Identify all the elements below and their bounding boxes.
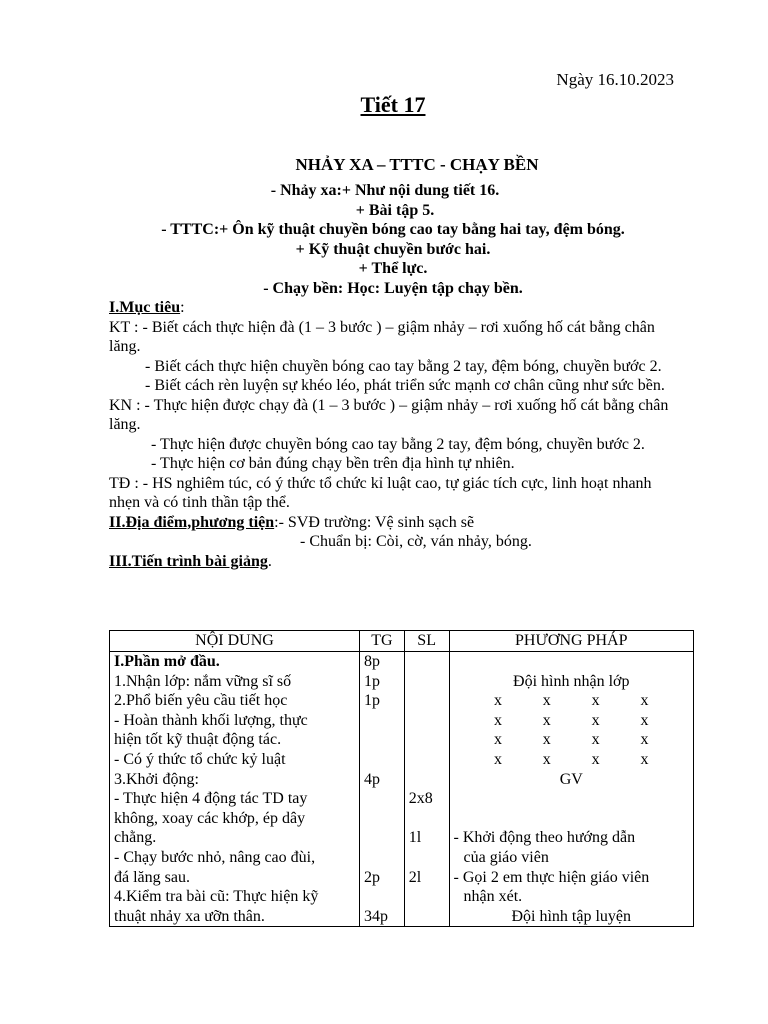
- time-value: [364, 750, 400, 770]
- warmup-instruction: của giáo viên: [463, 848, 549, 866]
- content-line: - Chạy bước nhỏ, nâng cao đùi,: [114, 848, 316, 866]
- objectives-section: [109, 298, 677, 571]
- header-reps: SL: [404, 631, 449, 652]
- teacher-position: GV: [559, 770, 583, 788]
- table-row: [110, 652, 694, 927]
- student-mark: x: [640, 731, 649, 749]
- content-line: hiện tốt kỹ thuật động tác.: [114, 731, 282, 749]
- content-line: 1.Nhận lớp: nắm vững sĩ số: [114, 672, 292, 690]
- objective-kn-1: KN : - Thực hiện được chạy đà (1 – 3 bước ) – giậm nhảy – rơi xuống hố cát bằng chân lăng.: [109, 396, 669, 433]
- objectives-heading: I.Mục tiêu:: [109, 299, 185, 316]
- content-line: - Hoàn thành khối lượng, thực: [114, 711, 308, 729]
- content-line-3: - TTTC:+ Ôn kỹ thuật chuyền bóng cao tay bằng hai tay, đệm bóng.: [161, 221, 625, 238]
- student-mark: x: [591, 692, 600, 710]
- content-cell: [110, 652, 360, 927]
- time-value: 34p: [364, 907, 389, 925]
- content-line: 4.Kiểm tra bài cũ: Thực hiện kỹ: [114, 888, 319, 906]
- formation-title: Đội hình nhận lớp: [513, 672, 630, 690]
- student-mark: x: [542, 731, 551, 749]
- student-mark: x: [640, 750, 649, 768]
- student-mark: x: [591, 711, 600, 729]
- formation-row: [454, 750, 689, 770]
- student-mark: x: [591, 731, 600, 749]
- time-value: [364, 789, 400, 809]
- time-value: 1p: [364, 692, 381, 710]
- location-line-2: - Chuẩn bị: Còi, cờ, ván nhảy, bóng.: [300, 533, 532, 550]
- reps-value: [409, 750, 445, 770]
- time-value: [364, 828, 400, 848]
- content-line: thuật nhảy xa ưỡn thân.: [114, 907, 265, 925]
- content-line-2: + Bài tập 5.: [355, 202, 435, 219]
- objective-kn-2: - Thực hiện được chuyền bóng cao tay bằng 2 tay, đệm bóng, chuyền bước 2.: [151, 435, 645, 453]
- formation-row: [454, 730, 689, 750]
- student-mark: x: [542, 750, 551, 768]
- content-line: đá lăng sau.: [114, 868, 190, 886]
- reps-value: [409, 809, 445, 829]
- time-value: 4p: [364, 770, 381, 788]
- reps-cell: [404, 652, 449, 927]
- time-value: [364, 848, 400, 868]
- time-value: 2p: [364, 868, 381, 886]
- reps-value: [409, 887, 445, 907]
- table-header-row: [110, 631, 694, 652]
- student-mark: x: [493, 711, 502, 729]
- location-line-1: II.Địa điểm,phương tiện:- SVĐ trường: Vệ sinh sạch sẽ: [109, 513, 475, 531]
- date-label: Ngày 16.10.2023: [556, 70, 674, 89]
- content-line-4: + Kỹ thuật chuyền bước hai.: [295, 241, 491, 258]
- reps-value: 2l: [408, 868, 422, 886]
- time-value: [364, 711, 400, 731]
- content-line: 3.Khởi động:: [114, 770, 199, 788]
- time-value: [364, 887, 400, 907]
- student-mark: x: [493, 731, 502, 749]
- check-instruction: - Gọi 2 em thực hiện giáo viên: [453, 868, 650, 886]
- objective-kt-3: - Biết cách rèn luyện sự khéo léo, phát triển sức mạnh cơ chân cũng như sức bền.: [145, 377, 665, 394]
- content-line-5: + Thể lực.: [358, 260, 428, 277]
- check-instruction: nhận xét.: [463, 888, 523, 906]
- header-content: NỘI DUNG: [110, 631, 360, 652]
- objective-kn-3: - Thực hiện cơ bản đúng chạy bền trên địa hình tự nhiên.: [151, 455, 515, 472]
- reps-value: [409, 672, 445, 692]
- reps-value: [409, 730, 445, 750]
- reps-value: [409, 691, 445, 711]
- lesson-plan-table: [109, 630, 694, 927]
- student-mark: x: [542, 711, 551, 729]
- objective-kt-1: KT : - Biết cách thực hiện đà (1 – 3 bước ) – giậm nhảy – rơi xuống hố cát bằng chân lăng.: [109, 318, 655, 355]
- time-value: 1p: [364, 672, 381, 690]
- lesson-number: Tiết 17: [360, 92, 426, 117]
- content-line: - Thực hiện 4 động tác TD tay: [114, 790, 308, 808]
- content-line: 2.Phổ biến yêu cầu tiết học: [114, 692, 288, 710]
- student-mark: x: [591, 750, 600, 768]
- time-value: [364, 730, 400, 750]
- content-line: - Có ý thức tổ chức kỷ luật: [114, 750, 286, 768]
- student-mark: x: [493, 750, 502, 768]
- objective-kt-2: - Biết cách thực hiện chuyền bóng cao tay bằng 2 tay, đệm bóng, chuyền bước 2.: [145, 357, 662, 375]
- content-line: không, xoay các khớp, ép dây: [114, 809, 306, 827]
- header-time: TG: [360, 631, 405, 652]
- warmup-instruction: - Khởi động theo hướng dẫn: [453, 829, 636, 847]
- reps-value: 2x8: [408, 790, 433, 808]
- time-value: [364, 809, 400, 829]
- reps-value: [409, 770, 445, 790]
- reps-value: [409, 652, 445, 672]
- method-cell: [449, 652, 693, 927]
- reps-value: 1l: [408, 829, 422, 847]
- student-mark: x: [542, 692, 551, 710]
- time-value: 8p: [364, 653, 381, 670]
- formation-row: [454, 711, 689, 731]
- student-mark: x: [640, 692, 649, 710]
- process-heading: III.Tiến trình bài giảng.: [109, 552, 272, 570]
- time-cell: [360, 652, 405, 927]
- student-mark: x: [640, 711, 649, 729]
- content-line: chằng.: [114, 829, 157, 847]
- content-line-1: - Nhảy xa:+ Như nội dung tiết 16.: [270, 182, 500, 199]
- reps-value: [409, 848, 445, 868]
- student-mark: x: [493, 692, 502, 710]
- content-line: I.Phần mở đầu.: [114, 653, 220, 670]
- formation-row: [454, 691, 689, 711]
- header-method: PHƯƠNG PHÁP: [449, 631, 693, 652]
- content-line-6: - Chạy bền: Học: Luyện tập chạy bền.: [263, 280, 523, 297]
- reps-value: [409, 711, 445, 731]
- lesson-title: NHẢY XA – TTTC - CHẠY BỀN: [295, 155, 539, 174]
- reps-value: [409, 907, 445, 927]
- practice-formation-title: Đội hình tập luyện: [511, 907, 632, 925]
- objective-td: TĐ : - HS nghiêm túc, có ý thức tổ chức kỉ luật cao, tự giác tích cực, linh hoạt nhanh nhẹn và có tinh thần tập thể.: [109, 474, 652, 511]
